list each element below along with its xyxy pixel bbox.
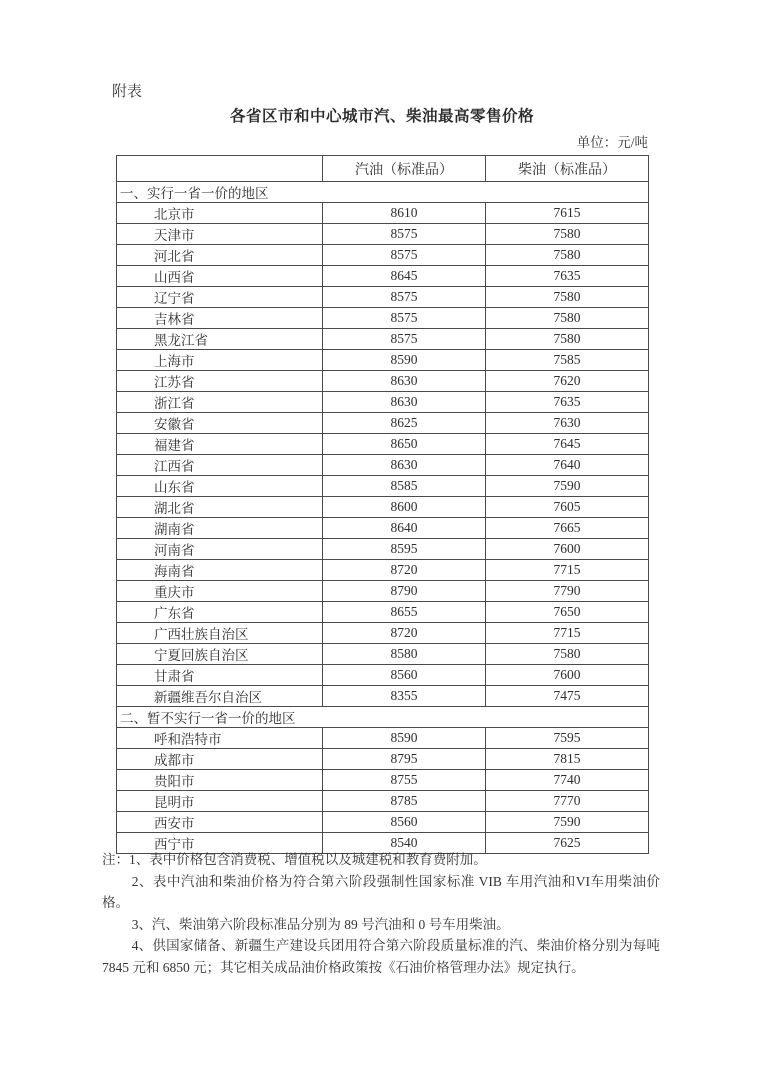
region-cell: 宁夏回族自治区	[117, 644, 323, 665]
table-row	[117, 539, 649, 560]
table-row	[117, 371, 649, 392]
price-table	[116, 155, 649, 854]
table-row	[117, 497, 649, 518]
table-row	[117, 224, 649, 245]
gasoline-price-cell: 8785	[323, 791, 486, 812]
table-row	[117, 434, 649, 455]
region-cell: 福建省	[117, 434, 323, 455]
note-line: 注：1、表中价格包含消费税、增值税以及城建税和教育费附加。	[102, 852, 487, 867]
region-cell: 吉林省	[117, 308, 323, 329]
gasoline-price-cell: 8355	[323, 686, 486, 707]
region-cell: 湖北省	[117, 497, 323, 518]
gasoline-price-cell: 8720	[323, 623, 486, 644]
diesel-price-cell: 7635	[486, 392, 649, 413]
gasoline-price-cell: 8575	[323, 329, 486, 350]
region-cell: 上海市	[117, 350, 323, 371]
region-cell: 天津市	[117, 224, 323, 245]
header-region-cell	[117, 156, 323, 182]
table-row	[117, 392, 649, 413]
table-row	[117, 791, 649, 812]
table-row	[117, 413, 649, 434]
diesel-price-cell: 7815	[486, 749, 649, 770]
table-row	[117, 665, 649, 686]
diesel-price-cell: 7590	[486, 812, 649, 833]
region-cell: 重庆市	[117, 581, 323, 602]
gasoline-price-cell: 8575	[323, 287, 486, 308]
diesel-price-cell: 7590	[486, 476, 649, 497]
diesel-price-cell: 7585	[486, 350, 649, 371]
gasoline-price-cell: 8560	[323, 812, 486, 833]
region-cell: 北京市	[117, 203, 323, 224]
header-gasoline-cell: 汽油（标准品）	[323, 156, 486, 182]
diesel-price-cell: 7790	[486, 581, 649, 602]
price-table-body	[117, 156, 649, 854]
gasoline-price-cell: 8630	[323, 455, 486, 476]
region-cell: 西宁市	[117, 833, 323, 854]
diesel-price-cell: 7595	[486, 728, 649, 749]
region-cell: 海南省	[117, 560, 323, 581]
diesel-price-cell: 7630	[486, 413, 649, 434]
diesel-price-cell: 7580	[486, 224, 649, 245]
region-cell: 广东省	[117, 602, 323, 623]
gasoline-price-cell: 8585	[323, 476, 486, 497]
gasoline-price-cell: 8625	[323, 413, 486, 434]
note-line: 3、汽、柴油第六阶段标准品分别为 89 号汽油和 0 号车用柴油。	[131, 916, 510, 932]
region-cell: 江苏省	[117, 371, 323, 392]
notes-section	[102, 849, 660, 978]
gasoline-price-cell: 8790	[323, 581, 486, 602]
region-cell: 湖南省	[117, 518, 323, 539]
gasoline-price-cell: 8795	[323, 749, 486, 770]
region-cell: 辽宁省	[117, 287, 323, 308]
table-row	[117, 812, 649, 833]
diesel-price-cell: 7620	[486, 371, 649, 392]
table-row	[117, 266, 649, 287]
gasoline-price-cell: 8655	[323, 602, 486, 623]
table-row	[117, 749, 649, 770]
gasoline-price-cell: 8575	[323, 224, 486, 245]
gasoline-price-cell: 8640	[323, 518, 486, 539]
gasoline-price-cell: 8755	[323, 770, 486, 791]
region-cell: 贵阳市	[117, 770, 323, 791]
gasoline-price-cell: 8630	[323, 392, 486, 413]
document-title: 各省区市和中心城市汽、柴油最高零售价格	[229, 108, 534, 125]
table-row	[117, 245, 649, 266]
table-row	[117, 476, 649, 497]
region-cell: 甘肃省	[117, 665, 323, 686]
section-title: 二、暂不实行一省一价的地区	[117, 707, 649, 728]
gasoline-price-cell: 8560	[323, 665, 486, 686]
region-cell: 浙江省	[117, 392, 323, 413]
table-row	[117, 581, 649, 602]
gasoline-price-cell: 8580	[323, 644, 486, 665]
region-cell: 黑龙江省	[117, 329, 323, 350]
region-cell: 成都市	[117, 749, 323, 770]
diesel-price-cell: 7635	[486, 266, 649, 287]
table-row	[117, 644, 649, 665]
diesel-price-cell: 7605	[486, 497, 649, 518]
table-header-row	[117, 156, 649, 182]
region-cell: 山西省	[117, 266, 323, 287]
header-diesel-cell: 柴油（标准品）	[486, 156, 649, 182]
table-row	[117, 560, 649, 581]
gasoline-price-cell: 8540	[323, 833, 486, 854]
table-row	[117, 770, 649, 791]
gasoline-price-cell: 8720	[323, 560, 486, 581]
diesel-price-cell: 7650	[486, 602, 649, 623]
region-cell: 河北省	[117, 245, 323, 266]
table-row	[117, 518, 649, 539]
diesel-price-cell: 7615	[486, 203, 649, 224]
table-row	[117, 602, 649, 623]
table-row	[117, 350, 649, 371]
gasoline-price-cell: 8575	[323, 245, 486, 266]
region-cell: 西安市	[117, 812, 323, 833]
gasoline-price-cell: 8630	[323, 371, 486, 392]
diesel-price-cell: 7625	[486, 833, 649, 854]
gasoline-price-cell: 8610	[323, 203, 486, 224]
diesel-price-cell: 7580	[486, 287, 649, 308]
diesel-price-cell: 7580	[486, 308, 649, 329]
region-cell: 江西省	[117, 455, 323, 476]
region-cell: 山东省	[117, 476, 323, 497]
section-header-row	[117, 182, 649, 203]
diesel-price-cell: 7740	[486, 770, 649, 791]
table-row	[117, 308, 649, 329]
appendix-label: 附表	[112, 84, 143, 100]
diesel-price-cell: 7600	[486, 665, 649, 686]
region-cell: 新疆维吾尔自治区	[117, 686, 323, 707]
region-cell: 呼和浩特市	[117, 728, 323, 749]
gasoline-price-cell: 8645	[323, 266, 486, 287]
diesel-price-cell: 7715	[486, 623, 649, 644]
section-title: 一、实行一省一价的地区	[117, 182, 649, 203]
diesel-price-cell: 7475	[486, 686, 649, 707]
diesel-price-cell: 7580	[486, 329, 649, 350]
note-line: 4、供国家储备、新疆生产建设兵团用符合第六阶段质量标准的汽、柴油价格分别为每吨 7845 元和 6850 元；其它相关成品油价格政策按《石油价格管理办法》规定执行。	[102, 938, 660, 975]
diesel-price-cell: 7600	[486, 539, 649, 560]
unit-label: 单位：元/吨	[576, 135, 648, 150]
diesel-price-cell: 7580	[486, 644, 649, 665]
diesel-price-cell: 7645	[486, 434, 649, 455]
gasoline-price-cell: 8650	[323, 434, 486, 455]
table-row	[117, 287, 649, 308]
diesel-price-cell: 7715	[486, 560, 649, 581]
diesel-price-cell: 7665	[486, 518, 649, 539]
section-header-row	[117, 707, 649, 728]
region-cell: 安徽省	[117, 413, 323, 434]
table-row	[117, 623, 649, 644]
gasoline-price-cell: 8590	[323, 728, 486, 749]
table-row	[117, 455, 649, 476]
gasoline-price-cell: 8575	[323, 308, 486, 329]
table-row	[117, 728, 649, 749]
diesel-price-cell: 7770	[486, 791, 649, 812]
region-cell: 昆明市	[117, 791, 323, 812]
region-cell: 河南省	[117, 539, 323, 560]
table-row	[117, 686, 649, 707]
table-row	[117, 329, 649, 350]
note-line: 2、表中汽油和柴油价格为符合第六阶段强制性国家标准 VIB 车用汽油和VI车用柴油价格。	[102, 873, 660, 910]
diesel-price-cell: 7580	[486, 245, 649, 266]
table-row	[117, 203, 649, 224]
gasoline-price-cell: 8600	[323, 497, 486, 518]
gasoline-price-cell: 8595	[323, 539, 486, 560]
gasoline-price-cell: 8590	[323, 350, 486, 371]
region-cell: 广西壮族自治区	[117, 623, 323, 644]
diesel-price-cell: 7640	[486, 455, 649, 476]
